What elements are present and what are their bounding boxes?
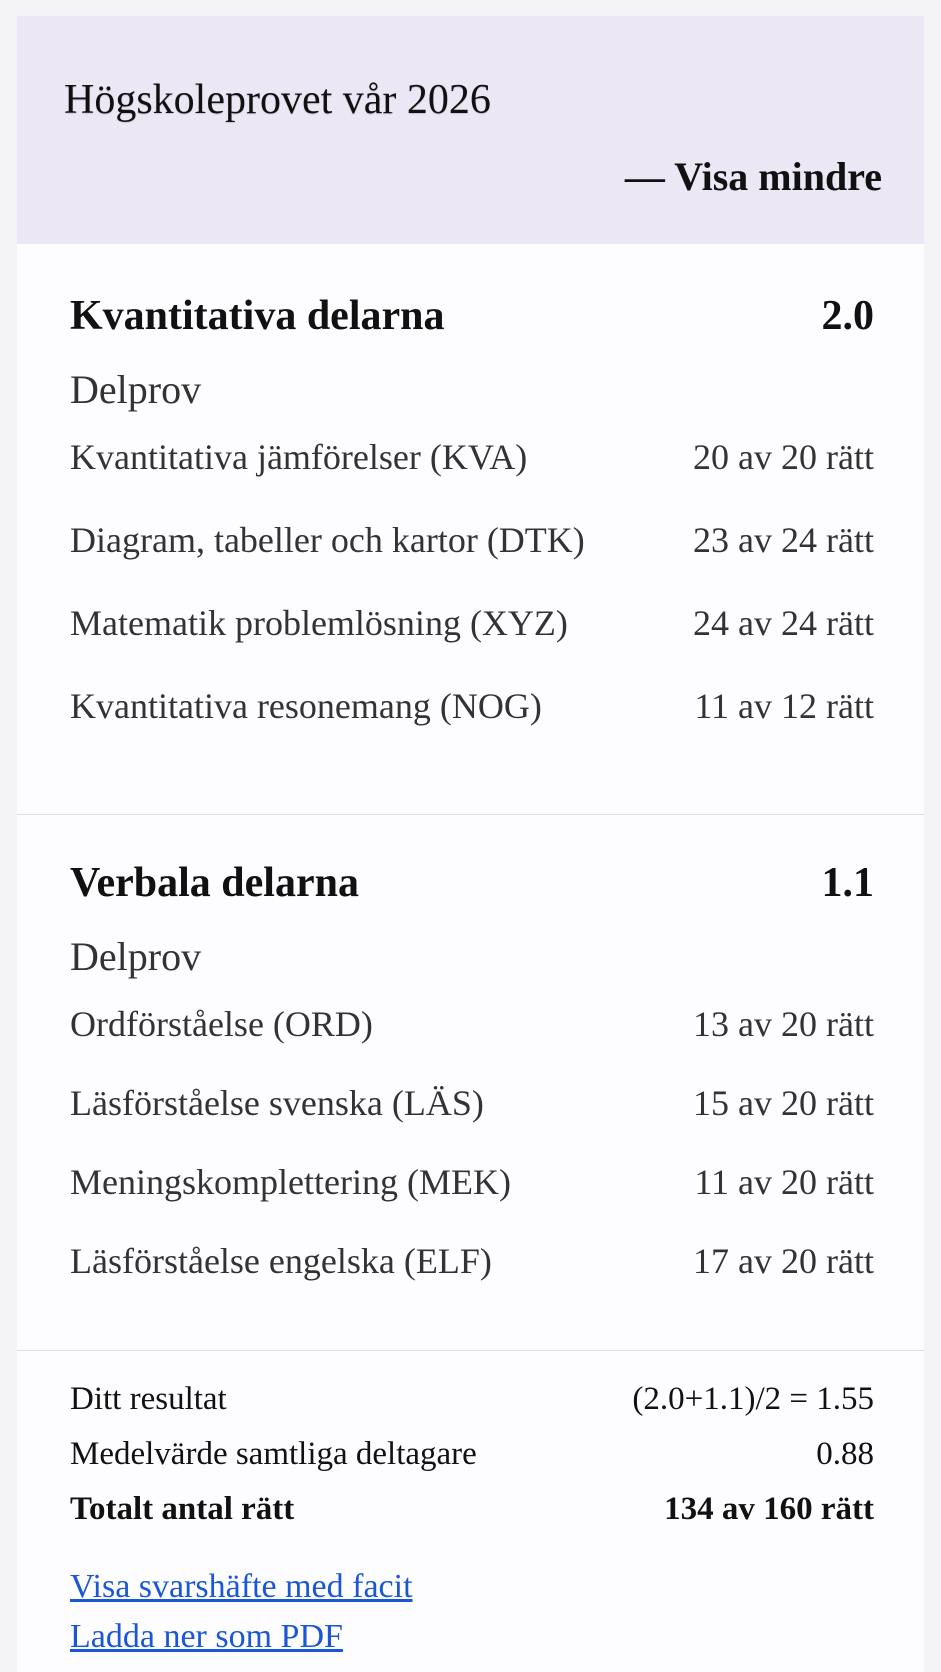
links xyxy=(70,1568,874,1668)
your-result-label: Ditt resultat xyxy=(70,1381,227,1417)
average-value: 0.88 xyxy=(816,1436,874,1472)
subtest-row xyxy=(70,436,874,519)
subtest-name: Kvantitativa resonemang (NOG) xyxy=(70,686,542,726)
summary-section xyxy=(17,1351,924,1668)
quantitative-section xyxy=(17,244,924,815)
average-label: Medelvärde samtliga deltagare xyxy=(70,1436,477,1472)
subtest-name: Matematik problemlösning (XYZ) xyxy=(70,603,568,643)
subtest-result: 13 av 20 rätt xyxy=(693,1004,874,1044)
subtest-name: Ordförståelse (ORD) xyxy=(70,1004,373,1044)
result-card xyxy=(17,16,924,1672)
subtest-row xyxy=(70,1003,874,1082)
subtest-result: 20 av 20 rätt xyxy=(693,437,874,477)
subtest-row xyxy=(70,602,874,685)
total-row xyxy=(70,1491,874,1546)
your-result-value: (2.0+1.1)/2 = 1.55 xyxy=(632,1381,874,1417)
subtest-result: 11 av 12 rätt xyxy=(694,686,874,726)
average-row xyxy=(70,1436,874,1491)
subtest-name: Läsförståelse engelska (ELF) xyxy=(70,1241,492,1281)
subtest-name: Kvantitativa jämförelser (KVA) xyxy=(70,437,528,477)
section-title: Kvantitativa delarna xyxy=(70,293,445,339)
subtest-result: 17 av 20 rätt xyxy=(693,1241,874,1281)
subtest-name: Meningskomplettering (MEK) xyxy=(70,1162,511,1202)
subtest-result: 11 av 20 rätt xyxy=(694,1162,874,1202)
section-title: Verbala delarna xyxy=(70,860,359,906)
total-label: Totalt antal rätt xyxy=(70,1491,295,1527)
subtest-row xyxy=(70,1161,874,1240)
subtest-result: 23 av 24 rätt xyxy=(693,520,874,560)
exam-title: Högskoleprovet vår 2026 xyxy=(64,77,491,123)
subtest-result: 15 av 20 rätt xyxy=(693,1083,874,1123)
subtest-row xyxy=(70,519,874,602)
card-header xyxy=(17,16,924,244)
subtest-name: Diagram, tabeller och kartor (DTK) xyxy=(70,520,585,560)
verbal-section xyxy=(17,815,924,1351)
subtest-heading: Delprov xyxy=(70,367,202,412)
subtest-row xyxy=(70,1240,874,1319)
section-header xyxy=(70,244,874,352)
total-value: 134 av 160 rätt xyxy=(664,1491,874,1527)
subtest-name: Läsförståelse svenska (LÄS) xyxy=(70,1083,484,1123)
subtest-result: 24 av 24 rätt xyxy=(693,603,874,643)
subtest-row xyxy=(70,1082,874,1161)
section-score: 2.0 xyxy=(821,293,874,339)
section-header xyxy=(70,815,874,919)
show-less-toggle[interactable]: — Visa mindre xyxy=(624,154,882,199)
subtest-row xyxy=(70,685,874,768)
your-result-row xyxy=(70,1381,874,1436)
download-pdf-link[interactable]: Ladda ner som PDF xyxy=(70,1618,343,1655)
subtest-heading: Delprov xyxy=(70,934,202,979)
section-score: 1.1 xyxy=(821,860,874,906)
show-answer-key-link[interactable]: Visa svarshäfte med facit xyxy=(70,1568,413,1605)
